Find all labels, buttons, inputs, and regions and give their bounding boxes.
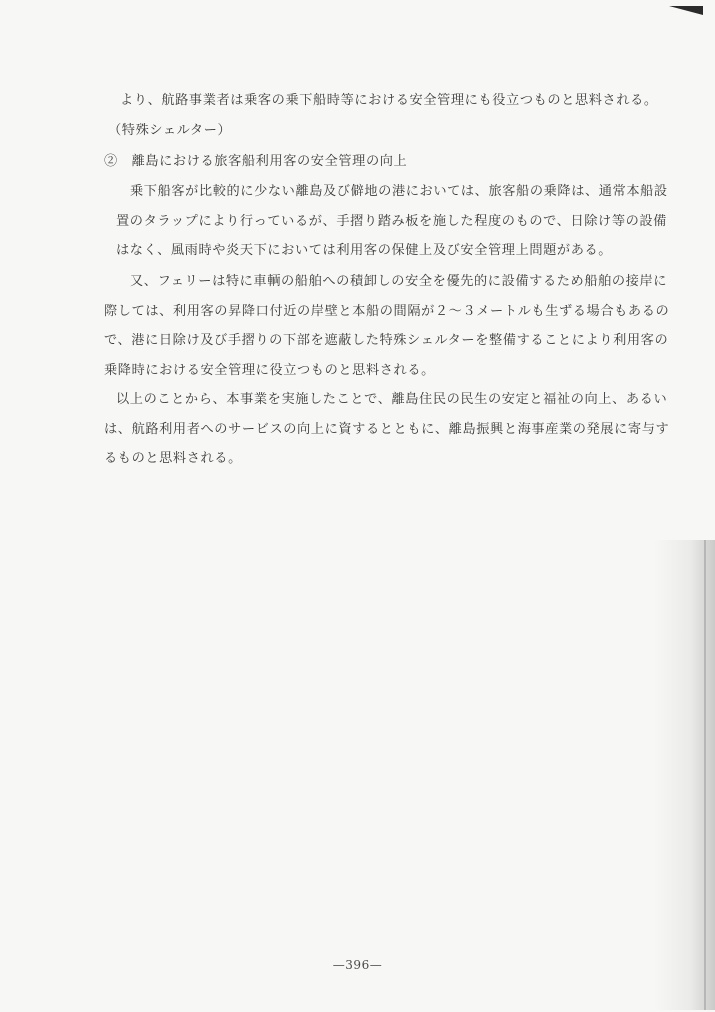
text-line: はなく、風雨時や炎天下においては利用客の保健上及び安全管理上問題がある。 [116, 243, 613, 258]
scan-edge-line [704, 540, 706, 1010]
text-line: 際しては、利用客の昇降口付近の岸壁と本船の間隔が２～３メートルも生ずる場合もあるの [104, 304, 670, 319]
text-line: 乗降時における安全管理に役立つものと思料される。 [104, 363, 435, 378]
text-line: 以上のことから、本事業を実施したことで、離島住民の民生の安定と福祉の向上、あるい [116, 392, 668, 407]
text-line: 置のタラップにより行っているが、手摺り踏み板を施した程度のもので、日除け等の設備 [116, 214, 667, 229]
text-line: より、航路事業者は乗客の乗下船時等における安全管理にも役立つものと思料される。 [120, 93, 658, 108]
text-line: るものと思料される。 [104, 451, 242, 466]
page-corner-mark [669, 6, 703, 15]
section-heading-special-shelter: （特殊シェルター） [108, 123, 232, 138]
text-line: 乗下船客が比較的に少ない離島及び僻地の港においては、旅客船の乗降は、通常本船設 [130, 184, 668, 199]
item-heading-2: ② 離島における旅客船利用客の安全管理の向上 [104, 154, 408, 169]
text-line: で、港に日除け及び手摺りの下部を遮蔽した特殊シェルターを整備することにより利用客の [104, 333, 669, 348]
text-line: 又、フェリーは特に車輌の船舶への積卸しの安全を優先的に設備するため船舶の接岸に [130, 274, 668, 289]
page-number: —396— [332, 958, 383, 972]
text-line: は、航路利用者へのサービスの向上に資するとともに、離島振興と海事産業の発展に寄与す [104, 422, 670, 437]
